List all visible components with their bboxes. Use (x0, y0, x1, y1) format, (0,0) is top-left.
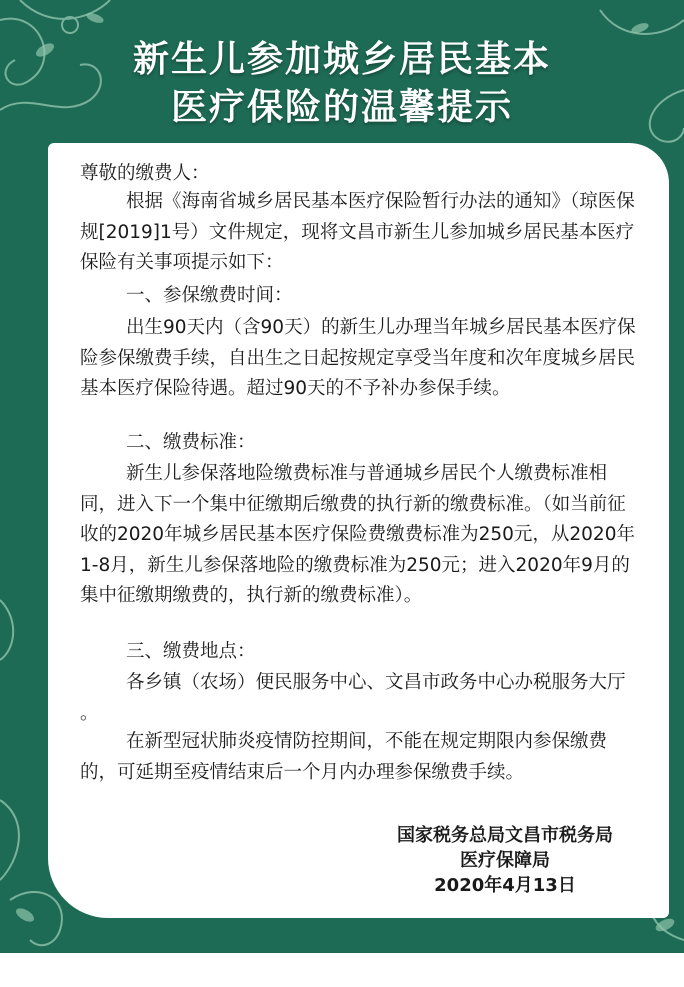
section-2-text: 新生儿参保落地险缴费标准与普通城乡居民个人缴费标准相同，进入下一个集中征缴期后缴费的执行新的缴费标准。（如当前征收的2020年城乡居民基本医疗保险费缴费标准为250元，从2020年1-8月，新生儿参保落地险的缴费标准为250元；进入2020年9月的集中征缴期缴费的，执行新的缴费标准）。 (80, 463, 635, 606)
section-1-text: 出生90天内（含90天）的新生儿办理当年城乡居民基本医疗保险参保缴费手续，自出生之日起按规定享受当年度和次年度城乡居民基本医疗保险待遇。超过90天的不予补办参保手续。 (80, 317, 636, 399)
intro-paragraph: 根据《海南省城乡居民基本医疗保险暂行办法的通知》（琼医保规[2019]1号）文件规定，现将文昌市新生儿参加城乡居民基本医疗保险有关事项提示如下： (80, 191, 635, 273)
signature-date: 2020年4月13日 (434, 875, 576, 896)
signature-org-medical: 医疗保障局 (460, 850, 550, 871)
closing-paragraph: 在新型冠状肺炎疫情防控期间，不能在规定期限内参保缴费的，可延期至疫情结束后一个月内办理参保缴费手续。 (80, 731, 608, 783)
section-3-heading: 三、缴费地点： (126, 641, 256, 662)
section-3-text: 各乡镇（农场）便民服务中心、文昌市政务中心办税服务大厅 。 (80, 672, 626, 724)
signature-org-tax: 国家税务总局文昌市税务局 (397, 825, 613, 846)
greeting: 尊敬的缴费人： (80, 163, 210, 184)
title-line-2: 医疗保险的温馨提示 (170, 87, 513, 128)
title-line-1: 新生儿参加城乡居民基本 (132, 39, 551, 80)
section-2-heading: 二、缴费标准： (126, 432, 256, 453)
section-1-heading: 一、参保缴费时间： (126, 285, 293, 306)
bottom-strip (0, 953, 684, 987)
